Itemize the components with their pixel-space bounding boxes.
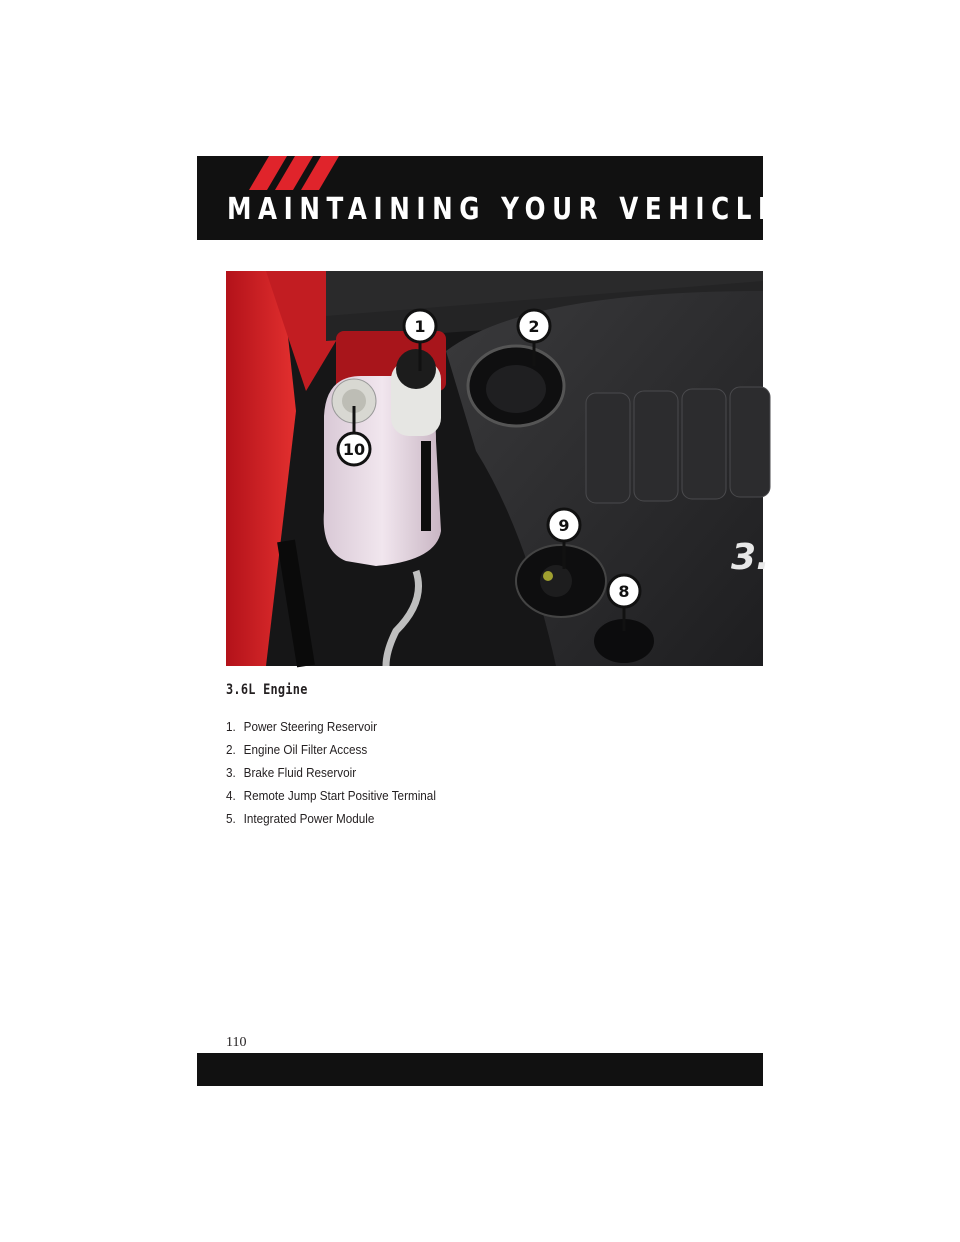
legend-item: 1. Power Steering Reservoir (226, 719, 377, 734)
section-header (197, 156, 782, 240)
callout-label: 1 (414, 317, 426, 336)
callout-label: 8 (618, 582, 630, 601)
page-number: 110 (226, 1035, 247, 1050)
legend-item: 5. Integrated Power Module (226, 811, 375, 826)
footer-bar (197, 1053, 763, 1086)
brand-stripes-icon (249, 156, 339, 190)
callout-label: 10 (342, 440, 366, 459)
section-title: MAINTAINING YOUR VEHICLE (227, 192, 782, 227)
figure-caption: 3.6L Engine (226, 682, 308, 698)
legend-item: 4. Remote Jump Start Positive Terminal (226, 788, 436, 803)
component-legend (226, 719, 459, 834)
callout-label: 9 (558, 516, 570, 535)
legend-item: 3. Brake Fluid Reservoir (226, 765, 357, 780)
legend-item: 2. Engine Oil Filter Access (226, 742, 368, 757)
callout-label: 2 (528, 317, 540, 336)
engine-bay-photo (226, 271, 770, 666)
cover-mark: 3. (731, 537, 770, 578)
